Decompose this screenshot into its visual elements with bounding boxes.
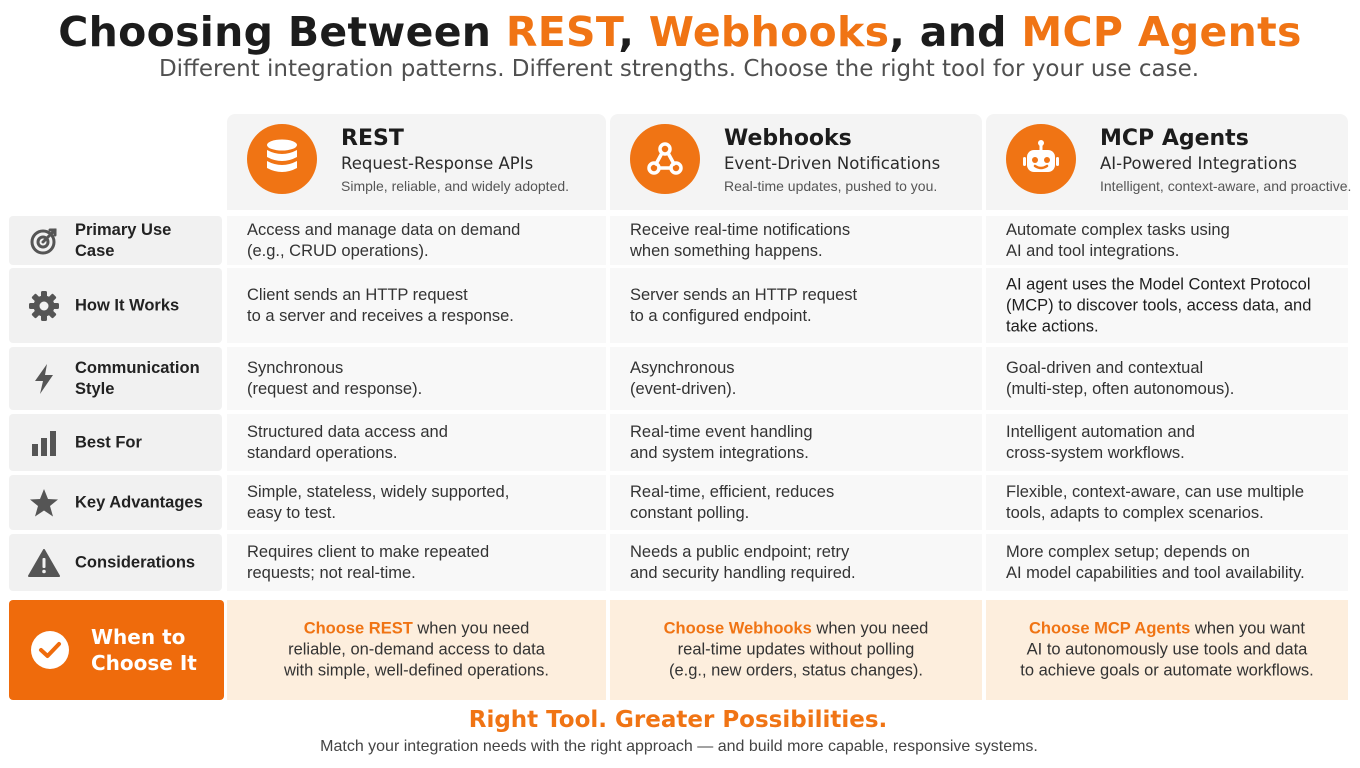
- cell-text: Choose Webhooks when you need real-time updates without polling (e.g., new orders, status changes).: [663, 619, 929, 680]
- cell-text: Requires client to make repeated requests; not real-time.: [247, 542, 490, 582]
- row-label-considerations: [9, 534, 222, 591]
- when-cell-webhooks: [610, 600, 982, 700]
- row-label-when-to-choose: [9, 600, 224, 700]
- column-description: Intelligent, context-aware, and proactive.: [1100, 178, 1352, 194]
- cell-mcp-considerations: [986, 534, 1348, 591]
- column-subtitle: Request-Response APIs: [341, 154, 534, 173]
- cell-webhooks-communication-style: [610, 347, 982, 410]
- cell-text: Goal-driven and contextual (multi-step, often autonomous).: [1006, 358, 1235, 398]
- cell-text: Automate complex tasks using AI and tool integrations.: [1006, 220, 1230, 260]
- cell-mcp-key-advantages: [986, 475, 1348, 530]
- cell-rest-primary-use-case: [227, 216, 606, 265]
- cell-webhooks-considerations: [610, 534, 982, 591]
- column-header-webhooks: [610, 114, 982, 210]
- title-webhooks: Webhooks: [648, 8, 890, 56]
- cell-webhooks-primary-use-case: [610, 216, 982, 265]
- cell-webhooks-how-it-works: [610, 268, 982, 343]
- title-sep: , and: [889, 8, 1022, 56]
- row-label-text: Best For: [75, 433, 142, 451]
- column-subtitle: AI-Powered Integrations: [1100, 154, 1298, 173]
- cell-text: Needs a public endpoint; retry and security handling required.: [630, 542, 856, 582]
- column-subtitle: Event-Driven Notifications: [724, 154, 941, 173]
- footer-title: Right Tool. Greater Possibilities.: [468, 707, 888, 733]
- cell-rest-key-advantages: [227, 475, 606, 530]
- cell-text: Structured data access and standard operations.: [247, 422, 448, 462]
- page-subtitle: Different integration patterns. Different strengths. Choose the right tool for your use case.: [158, 56, 1200, 82]
- cell-text: AI agent uses the Model Context Protocol (MCP) to discover tools, access data, and take actions.: [1006, 275, 1312, 335]
- cell-mcp-how-it-works: [986, 268, 1348, 343]
- cell-text: More complex setup; depends on AI model capabilities and tool availability.: [1006, 542, 1305, 582]
- cell-mcp-communication-style: [986, 347, 1348, 410]
- gear-icon: [27, 289, 61, 323]
- row-label-key-advantages: [9, 475, 222, 530]
- star-icon: [27, 486, 61, 520]
- webhook-icon: [630, 124, 700, 194]
- column-name: REST: [341, 126, 404, 151]
- cell-rest-communication-style: [227, 347, 606, 410]
- row-label-text: Considerations: [75, 553, 196, 571]
- cell-text: Real-time, efficient, reduces constant polling.: [630, 482, 835, 522]
- title-mcp: MCP Agents: [1021, 8, 1302, 56]
- row-label-text: Key Advantages: [75, 493, 203, 511]
- row-label-communication-style: [9, 347, 222, 410]
- cell-text: Receive real-time notifications when something happens.: [630, 220, 851, 260]
- cell-text: Simple, stateless, widely supported, easy to test.: [247, 482, 510, 522]
- check-circle-icon: [31, 631, 69, 669]
- title-rest: REST: [505, 8, 619, 56]
- cell-text: Flexible, context-aware, can use multiple tools, adapts to complex scenarios.: [1006, 482, 1305, 522]
- bar-chart-icon: [27, 426, 61, 460]
- cell-mcp-primary-use-case: [986, 216, 1348, 265]
- column-description: Simple, reliable, and widely adopted.: [341, 178, 570, 194]
- cell-rest-best-for: [227, 414, 606, 471]
- cell-rest-how-it-works: [227, 268, 606, 343]
- row-label-best-for: [9, 414, 222, 471]
- when-cell-mcp: [986, 600, 1348, 700]
- cell-text: Access and manage data on demand (e.g., CRUD operations).: [247, 220, 521, 260]
- title-sep: ,: [618, 8, 649, 56]
- column-description: Real-time updates, pushed to you.: [724, 178, 938, 194]
- cell-text: Synchronous (request and response).: [247, 358, 423, 398]
- robot-icon: [1006, 124, 1076, 194]
- warning-icon: [27, 546, 61, 580]
- cell-text: Server sends an HTTP request to a configured endpoint.: [630, 285, 858, 325]
- cell-webhooks-best-for: [610, 414, 982, 471]
- row-label-text: Communication Style: [75, 358, 200, 398]
- row-label-text: When to Choose It: [91, 625, 197, 675]
- column-header-mcp: [986, 114, 1352, 210]
- row-label-how-it-works: [9, 268, 222, 343]
- cell-text: Asynchronous (event-driven).: [630, 358, 737, 398]
- page-title: [0, 8, 1360, 56]
- cell-webhooks-key-advantages: [610, 475, 982, 530]
- cell-text: Real-time event handling and system integrations.: [630, 422, 813, 462]
- cell-text: Client sends an HTTP request to a server and receives a response.: [247, 285, 514, 325]
- cell-text: Choose MCP Agents when you want AI to autonomously use tools and data to achieve goals or automate workflows.: [1020, 619, 1314, 680]
- cell-text: Intelligent automation and cross-system workflows.: [1006, 422, 1195, 462]
- title-prefix: Choosing Between: [58, 8, 506, 56]
- column-name: Webhooks: [724, 126, 852, 151]
- row-label-primary-use-case: [9, 216, 222, 265]
- column-header-rest: [227, 114, 606, 210]
- footer-subtitle: Match your integration needs with the right approach — and build more capable, responsive systems.: [320, 738, 1038, 755]
- cell-rest-considerations: [227, 534, 606, 591]
- database-icon: [247, 124, 317, 194]
- when-cell-rest: [227, 600, 606, 700]
- row-label-text: Primary Use Case: [75, 220, 172, 260]
- column-name: MCP Agents: [1100, 126, 1249, 151]
- row-label-text: How It Works: [75, 296, 180, 314]
- cell-mcp-best-for: [986, 414, 1348, 471]
- lightning-icon: [27, 362, 61, 396]
- cell-text: Choose REST when you need reliable, on-demand access to data with simple, well-defined operations.: [283, 619, 550, 680]
- target-icon: [27, 224, 61, 258]
